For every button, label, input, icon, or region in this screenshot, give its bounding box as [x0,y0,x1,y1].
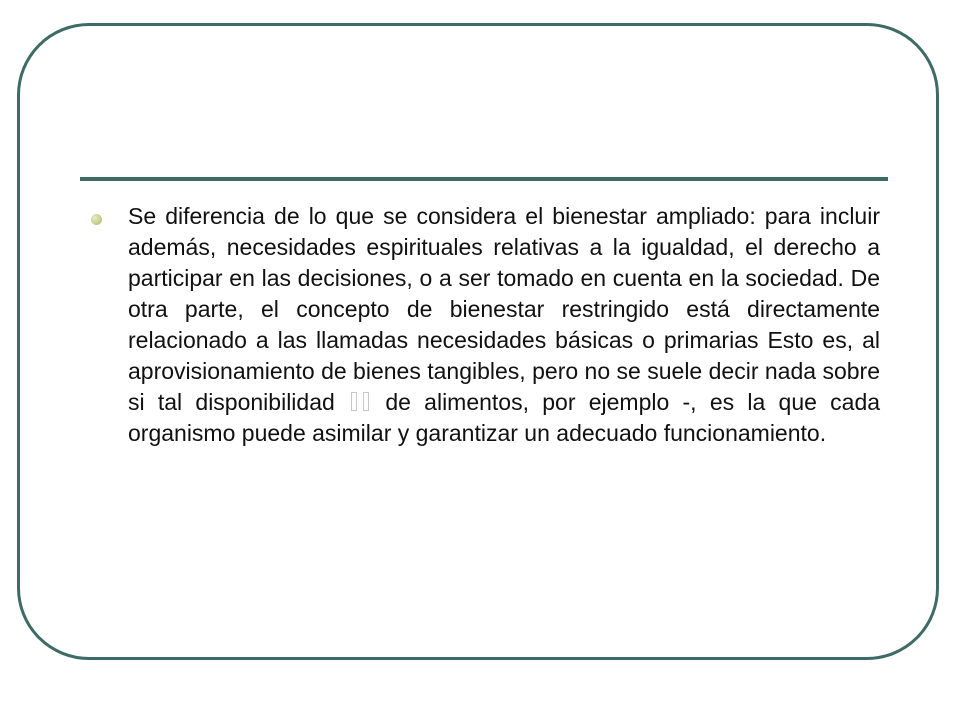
title-divider-line [80,177,888,181]
paragraph-text-part2: de alimentos, por ejemplo -, es la que cada organismo puede asimilar y garantizar un adecuado funcionamiento. [128,389,881,446]
missing-glyph-icon [363,392,369,411]
missing-glyph-icon [351,392,357,411]
bullet-icon [91,214,102,225]
bullet-paragraph [128,201,880,449]
paragraph-text-part1: Se diferencia de lo que se considera el bienestar ampliado: para incluir además, necesidades espirituales relativas a la igualdad, el derecho a participar en las decisiones, o a ser tomado en cuenta en la sociedad. De otra parte, el concepto de bienestar restringido está directamente relacionado a las llamadas necesidades básicas o primarias Esto es, al aprovisionamiento de bienes tangibles, pero no se suele decir nada sobre si tal disponibilidad [128,203,880,415]
